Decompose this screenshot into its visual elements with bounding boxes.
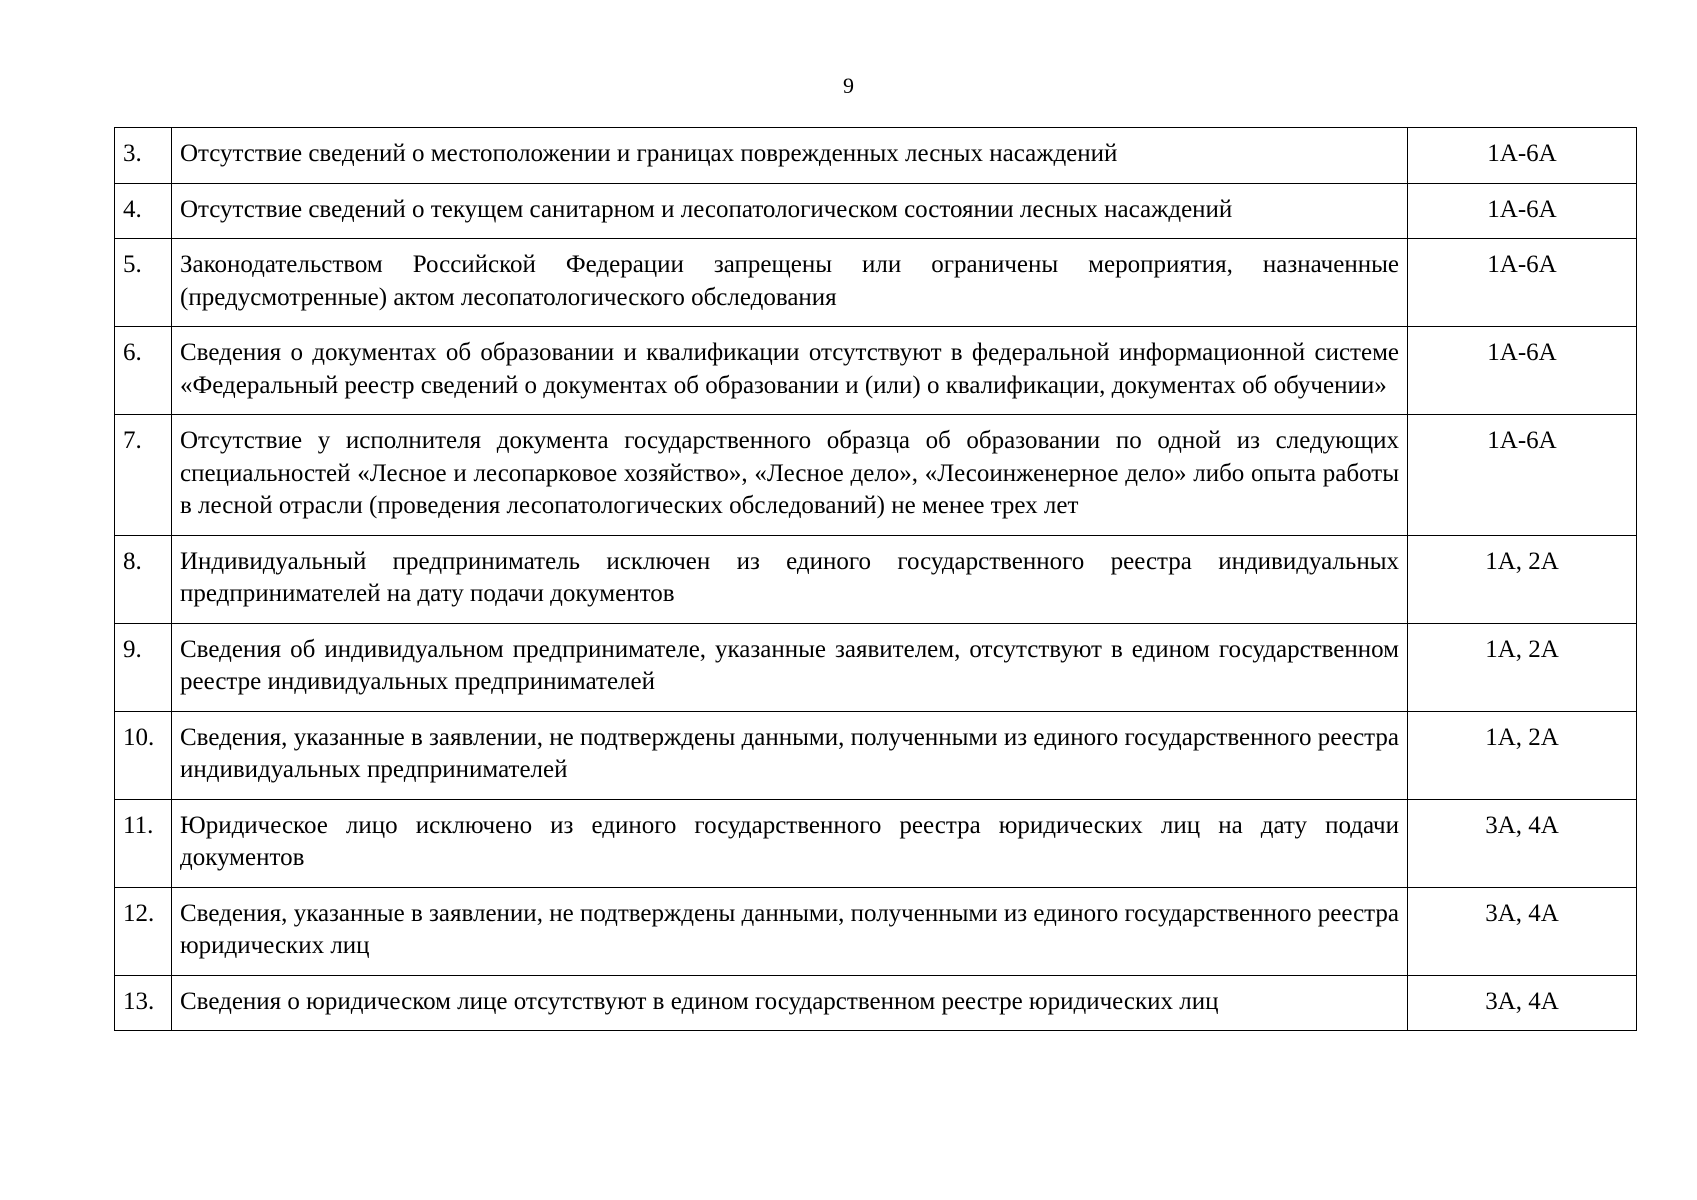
row-number: 8. <box>115 535 172 623</box>
row-description: Отсутствие у исполнителя документа государственного образца об образовании по одной из следующих специальностей «Лесное и лесопарковое хозяйство», «Лесное дело», «Лесоинженерное дело» либо опыта работы в лесной отрасли (проведения лесопатологических обследований) не менее трех лет <box>172 415 1408 536</box>
table-row <box>115 887 1637 975</box>
row-number: 13. <box>115 975 172 1031</box>
row-codes: 3А, 4А <box>1408 799 1637 887</box>
row-description: Сведения, указанные в заявлении, не подтверждены данными, полученными из единого государственного реестра юридических лиц <box>172 887 1408 975</box>
row-codes: 1А-6А <box>1408 183 1637 239</box>
row-codes: 1А, 2А <box>1408 623 1637 711</box>
row-number: 11. <box>115 799 172 887</box>
row-codes: 3А, 4А <box>1408 975 1637 1031</box>
row-codes: 1А-6А <box>1408 128 1637 184</box>
row-description: Законодательством Российской Федерации запрещены или ограничены мероприятия, назначенные (предусмотренные) актом лесопатологического обследования <box>172 239 1408 327</box>
table-row <box>115 128 1637 184</box>
table-row <box>115 535 1637 623</box>
row-description: Сведения, указанные в заявлении, не подтверждены данными, полученными из единого государственного реестра индивидуальных предпринимателей <box>172 711 1408 799</box>
table-row <box>115 711 1637 799</box>
row-number: 3. <box>115 128 172 184</box>
row-codes: 1А, 2А <box>1408 535 1637 623</box>
table-row <box>115 799 1637 887</box>
row-number: 5. <box>115 239 172 327</box>
row-description: Юридическое лицо исключено из единого государственного реестра юридических лиц на дату подачи документов <box>172 799 1408 887</box>
requirements-table <box>114 127 1637 1031</box>
row-description: Сведения об индивидуальном предпринимателе, указанные заявителем, отсутствуют в едином государственном реестре индивидуальных предпринимателей <box>172 623 1408 711</box>
row-codes: 1А-6А <box>1408 415 1637 536</box>
row-description: Отсутствие сведений о текущем санитарном и лесопатологическом состоянии лесных насаждений <box>172 183 1408 239</box>
row-number: 9. <box>115 623 172 711</box>
row-number: 7. <box>115 415 172 536</box>
row-codes: 1А, 2А <box>1408 711 1637 799</box>
row-number: 4. <box>115 183 172 239</box>
page-number: 9 <box>843 73 854 98</box>
row-codes: 1А-6А <box>1408 327 1637 415</box>
row-codes: 1А-6А <box>1408 239 1637 327</box>
row-description: Сведения о юридическом лице отсутствуют в едином государственном реестре юридических лиц <box>172 975 1408 1031</box>
table-row <box>115 975 1637 1031</box>
table-row <box>115 415 1637 536</box>
row-description: Индивидуальный предприниматель исключен из единого государственного реестра индивидуальных предпринимателей на дату подачи документов <box>172 535 1408 623</box>
table-row <box>115 183 1637 239</box>
row-codes: 3А, 4А <box>1408 887 1637 975</box>
row-number: 10. <box>115 711 172 799</box>
row-number: 6. <box>115 327 172 415</box>
table-row <box>115 239 1637 327</box>
table-row <box>115 327 1637 415</box>
row-number: 12. <box>115 887 172 975</box>
table-row <box>115 623 1637 711</box>
row-description: Сведения о документах об образовании и квалификации отсутствуют в федеральной информационной системе «Федеральный реестр сведений о документах об образовании и (или) о квалификации, документах об обучении» <box>172 327 1408 415</box>
row-description: Отсутствие сведений о местоположении и границах поврежденных лесных насаждений <box>172 128 1408 184</box>
